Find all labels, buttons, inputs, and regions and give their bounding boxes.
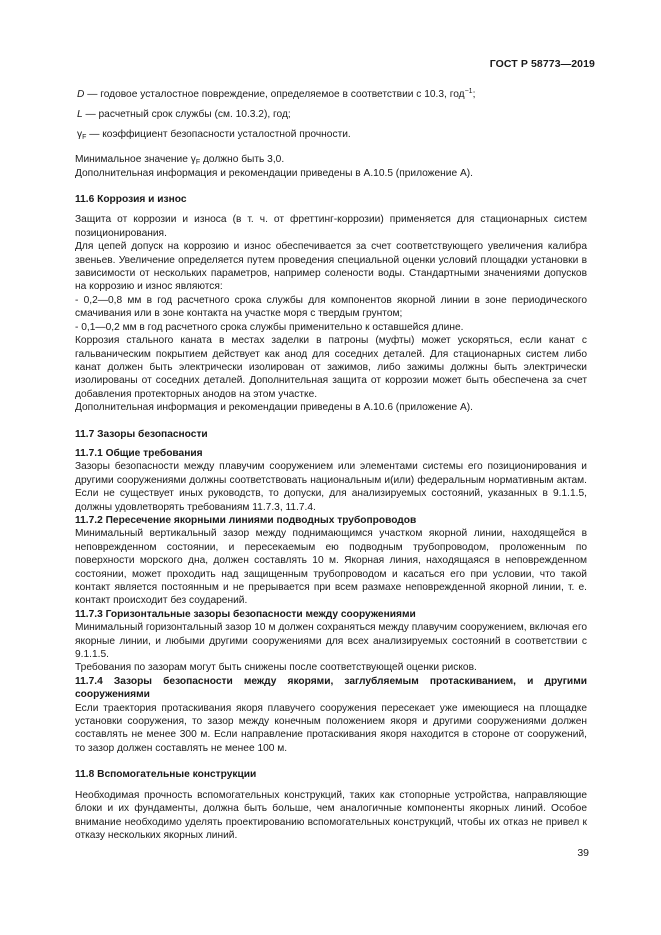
symbol: D [77, 89, 85, 100]
paragraph: Минимальный вертикальный зазор между поднимающимся участком якорной линии, находящейся в неповрежденном состоянии, и пересекаемым ею подводным трубопроводом, проложенным по поверхности морского дна, должен составлять 10 м. Якорная линия, находящаяся в неповрежденном состоянии, может проходить над защищенным трубопроводом и касаться его при условии, что такой контакт является постоянным и не прерывается при всем размахе неповрежденной якорной линии, т. е. контакт происходит без соударений. [75, 528, 587, 607]
paragraph: Коррозия стального каната в местах заделки в патроны (муфты) может ускоряться, если канат с гальваническим покрытием действует как анод для соседних деталей. Для стационарных систем либо канат должен быть электрически изолирован от зажимов, либо зажимы должны быть электрически изолированы от соседних деталей. Дополнительная защита от коррозии может быть обеспечена за счет добавления протекторных анодов на этом участке. [75, 335, 587, 400]
paragraph: Минимальный горизонтальный зазор 10 м должен сохраняться между плавучим сооружением, включая его якорные линии, и любыми другими сооружениями для всех анализируемых состояний в соответствии с 9.1.1.5. [75, 622, 587, 661]
definitions-list [75, 88, 587, 141]
symbol: L [77, 108, 83, 120]
paragraph: Для цепей допуск на коррозию и износ обеспечивается за счет соответствующего увеличения калибра звеньев. Увеличение определяется путем проведения специальной оценки условий площадки установки в зависимости от нескольких параметров, например солености воды. Стандартными значениями допусков на коррозию и износ являются: [75, 241, 587, 293]
definition-gamma: $\gamma_F$ — коэффициент безопасности усталостной прочности. [77, 128, 351, 141]
list-item: - 0,1—0,2 мм в год расчетного срока службы применительно к оставшейся длине. [75, 321, 464, 333]
section-11-8-title: 11.8 Вспомогательные конструкции [75, 769, 257, 781]
section-11-7-2-title: 11.7.2 Пересечение якорными линиями подводных трубопроводов [75, 514, 417, 526]
paragraph: Зазоры безопасности между плавучим сооружением или элементами системы его позиционирования и другими сооружениями должны соответствовать национальным и(или) федеральным нормативным актам. Если не существует иных руководств, то допуски, для анализируемых состояний, указанных в 9.1.1.5, должны удовлетворять требованиям 11.7.3, 11.7.4. [75, 461, 587, 513]
paragraph: Необходимая прочность вспомогательных конструкций, таких как стопорные устройства, направляющие блоки и их фундаменты, должна быть больше, чем аналогичные компоненты якорных линий. Особое внимание необходимо уделять проектированию вспомогательных конструкций, чтобы их отказ не привел к отказу нескольких якорных линий. [75, 789, 587, 841]
section-11-7-1-title: 11.7.1 Общие требования [75, 447, 203, 459]
paragraph: Дополнительная информация и рекомендации приведены в А.10.6 (приложение А). [75, 402, 473, 414]
symbol: γ [77, 128, 83, 140]
section-11-7-title: 11.7 Зазоры безопасности [75, 428, 208, 440]
section-11-7-4-title: 11.7.4 Зазоры безопасности между якорями, заглубляемым протаскиванием, и другими сооружениями [75, 675, 587, 701]
paragraph: Если траектория протаскивания якоря плавучего сооружения пересекает уже имеющиеся на площадке установки сооружения, то зазор между конечным положением якоря и другими сооружениями должен составлять не менее 300 м. Если направление протаскивания якоря находится в стороне от сооружений, то зазор должен составлять не менее 100 м. [75, 702, 587, 754]
section-11-6-title: 11.6 Коррозия и износ [75, 194, 187, 206]
doc-code: ГОСТ Р 58773—2019 [489, 58, 595, 70]
definition-l: L — расчетный срок службы (см. 10.3.2), год; [77, 108, 291, 120]
info-paragraph: Дополнительная информация и рекомендации приведены в А.10.5 (приложение А). [75, 167, 473, 179]
paragraph: Требования по зазорам могут быть снижены после соответствующей оценки рисков. [75, 662, 477, 674]
paragraph: Защита от коррозии и износа (в т. ч. от фреттинг-коррозии) применяется для стационарных систем позиционирования. [75, 214, 587, 239]
definition-d: D — годовое усталостное повреждение, определяемое в соответствии с 10.3, год$^{-1}$; [77, 88, 476, 100]
page-number: 39 [577, 847, 589, 859]
page-body [75, 88, 587, 842]
list-item: - 0,2—0,8 мм в год расчетного срока службы для компонентов якорной линии в зоне периодического смачивания или в зоне контакта на участке моря с твердым грунтом; [75, 294, 587, 320]
section-11-7-3-title: 11.7.3 Горизонтальные зазоры безопасности между сооружениями [75, 608, 416, 620]
min-value-text: Минимальное значение $\gamma_F$ должно быть 3,0. [75, 154, 285, 167]
